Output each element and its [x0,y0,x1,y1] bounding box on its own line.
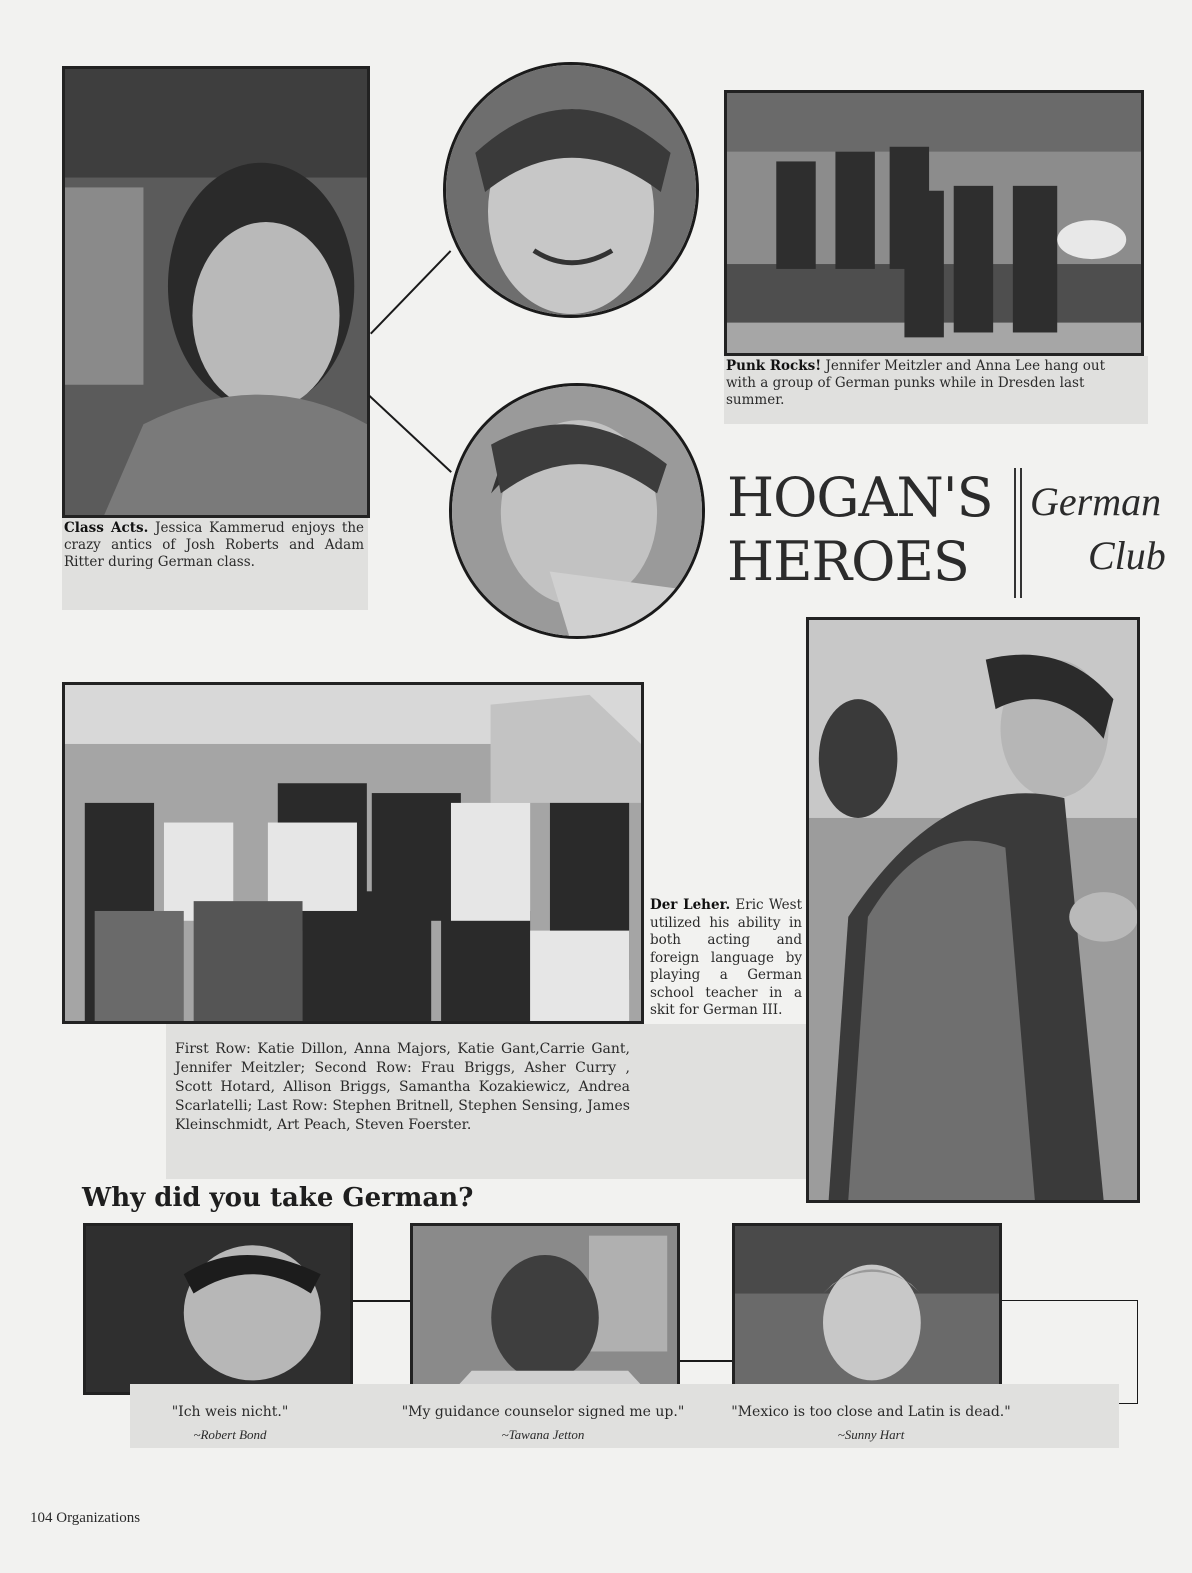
question-heading: Why did you take German? [82,1183,474,1213]
answer-author: ~Robert Bond [193,1427,267,1442]
caption-text: First Row: Katie Dillon, Anna Majors, Katie Gant,Carrie Gant, Jennifer Meitzler; Second Row: Frau Briggs, Asher Curry , Scott Hotard, Allison Briggs, Samantha Kozakiewicz, Andrea Scarlatelli; Last Row: Stephen Britnell, Stephen Sensing, James Kleinschmidt, Art Peach, Steven Foerster. [175,1041,630,1133]
photo-robert-bond [83,1223,353,1395]
answer-quote: "My guidance counselor signed me up." [401,1404,685,1420]
photo-sunny-hart [732,1223,1002,1395]
photo-german-club-group [62,682,644,1024]
connector-line [369,395,452,472]
title-divider [1020,468,1022,598]
answer-author: ~Sunny Hart [837,1427,905,1442]
caption-text: Jennifer Meitzler and Anna Lee hang out with a group of German punks while in Dresden last summer. [726,358,1106,408]
caption-punk-rocks [726,358,1138,409]
connector-line [353,1300,410,1302]
caption-lead: Punk Rocks! [726,358,822,374]
connector-line [370,250,451,334]
answer-quote: "Mexico is too close and Latin is dead." [731,1404,1011,1420]
photo-eric-west [806,617,1140,1203]
photo-adam-ritter [449,383,705,639]
caption-text: Eric West utilized his ability in both acting and foreign language by playing a German school teacher in a skit for German III. [650,897,802,1018]
photo-jessica-kammerud [62,66,370,518]
photo-dresden-punks [724,90,1144,356]
connector-line [680,1360,732,1362]
caption-group [175,1040,630,1135]
page-title-line1: HOGAN'S [727,466,993,529]
photo-josh-roberts [443,62,699,318]
page-subtitle-line1: German [1030,479,1162,524]
title-divider [1014,468,1016,598]
caption-class-acts [64,520,364,571]
page-subtitle-line2: Club [1088,533,1166,578]
caption-der-leher [650,897,802,1020]
answer-author: ~Tawana Jetton [501,1427,585,1442]
caption-text: Jessica Kammerud enjoys the crazy antics of Josh Roberts and Adam Ritter during German class. [64,520,364,570]
photo-tawana-jetton [410,1223,680,1395]
page-footer: 104 Organizations [30,1510,141,1526]
caption-lead: Class Acts. [64,520,149,536]
caption-lead: Der Leher. [650,897,731,913]
answer-quote: "Ich weis nicht." [171,1404,289,1420]
page-title-line2: HEROES [727,530,969,593]
